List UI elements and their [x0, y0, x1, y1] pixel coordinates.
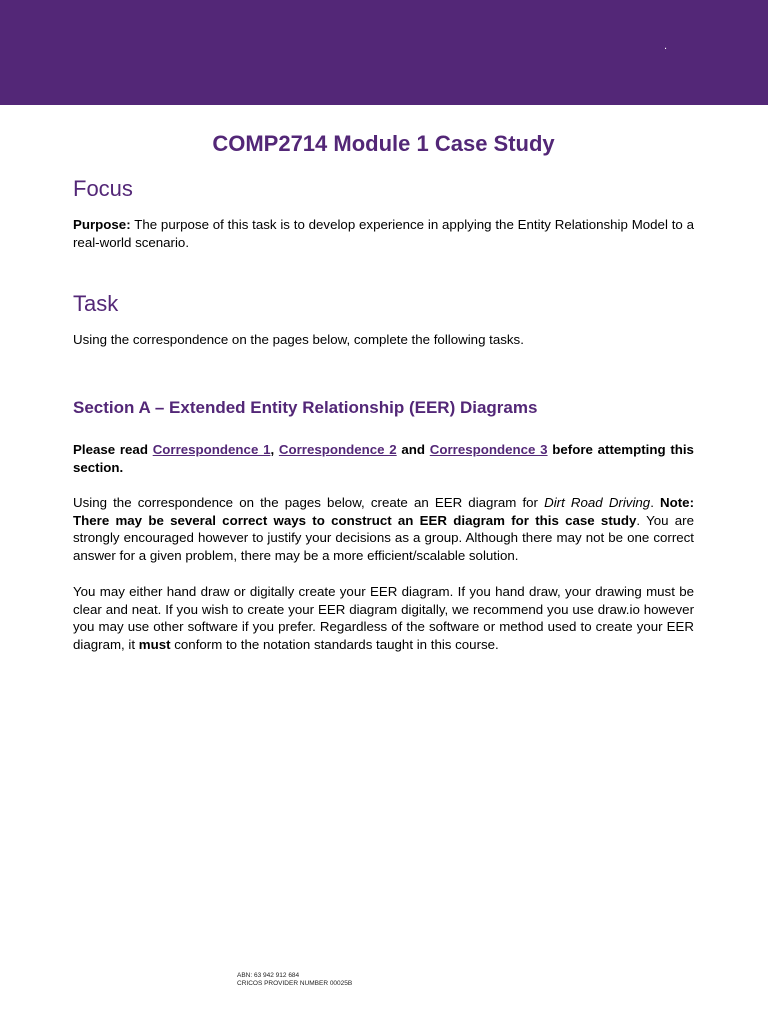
- purpose-label: Purpose:: [73, 217, 131, 232]
- p3-must: must: [138, 637, 171, 653]
- p3-text-b: conform to the notation standards taught in this course.: [170, 637, 499, 653]
- p3-text-a: You may either hand draw or digitally create your EER diagram. If you hand draw, your drawing must be clear and neat. If you wish to create your EER diagram digitally, we recommend you use draw.io however you may use other software if you prefer. Regardless of the software or method used to create your EER diagram, it: [73, 584, 694, 653]
- header-band: [0, 0, 768, 105]
- p2-text-b: .: [650, 495, 661, 510]
- p2-text-c: . You are strongly encouraged however to justify your decisions as a group. Although there may not be one correct answer for a given problem, there may be a more efficient/scalable solution.: [73, 512, 694, 564]
- section-a-heading: Section A – Extended Entity Relationship (EER) Diagrams: [73, 398, 538, 417]
- read-sep-2: and: [396, 442, 430, 457]
- purpose-paragraph: [73, 216, 694, 251]
- read-instructions: [73, 441, 694, 476]
- read-sep-1: ,: [270, 442, 279, 457]
- correspondence-3-link[interactable]: Correspondence 3: [429, 442, 548, 457]
- footer-abn: ABN: 63 942 912 684: [237, 972, 300, 979]
- footer: [237, 972, 352, 988]
- header-dot: .: [664, 40, 668, 52]
- read-prefix: Please read: [73, 442, 153, 457]
- focus-heading: Focus: [73, 176, 133, 201]
- purpose-text: The purpose of this task is to develop experience in applying the Entity Relationship Model to a real-world scenario.: [73, 217, 694, 250]
- correspondence-2-link[interactable]: Correspondence 2: [278, 442, 397, 457]
- p2-text-a: Using the correspondence on the pages below, create an EER diagram for: [73, 495, 545, 510]
- footer-cricos: CRICOS PROVIDER NUMBER 00025B: [237, 980, 353, 987]
- task-heading: Task: [73, 291, 119, 316]
- drawing-instructions-paragraph: [73, 583, 694, 654]
- task-intro: Using the correspondence on the pages below, complete the following tasks.: [73, 332, 524, 347]
- page-title: COMP2714 Module 1 Case Study: [212, 131, 555, 156]
- correspondence-1-link[interactable]: Correspondence 1: [152, 442, 271, 457]
- eer-instructions-paragraph: [73, 494, 694, 565]
- p2-business-name: Dirt Road Driving: [544, 495, 651, 510]
- p2-note: Note: There may be several correct ways to construct an EER diagram for this case study: [73, 495, 695, 528]
- read-suffix: before attempting this section.: [73, 442, 694, 475]
